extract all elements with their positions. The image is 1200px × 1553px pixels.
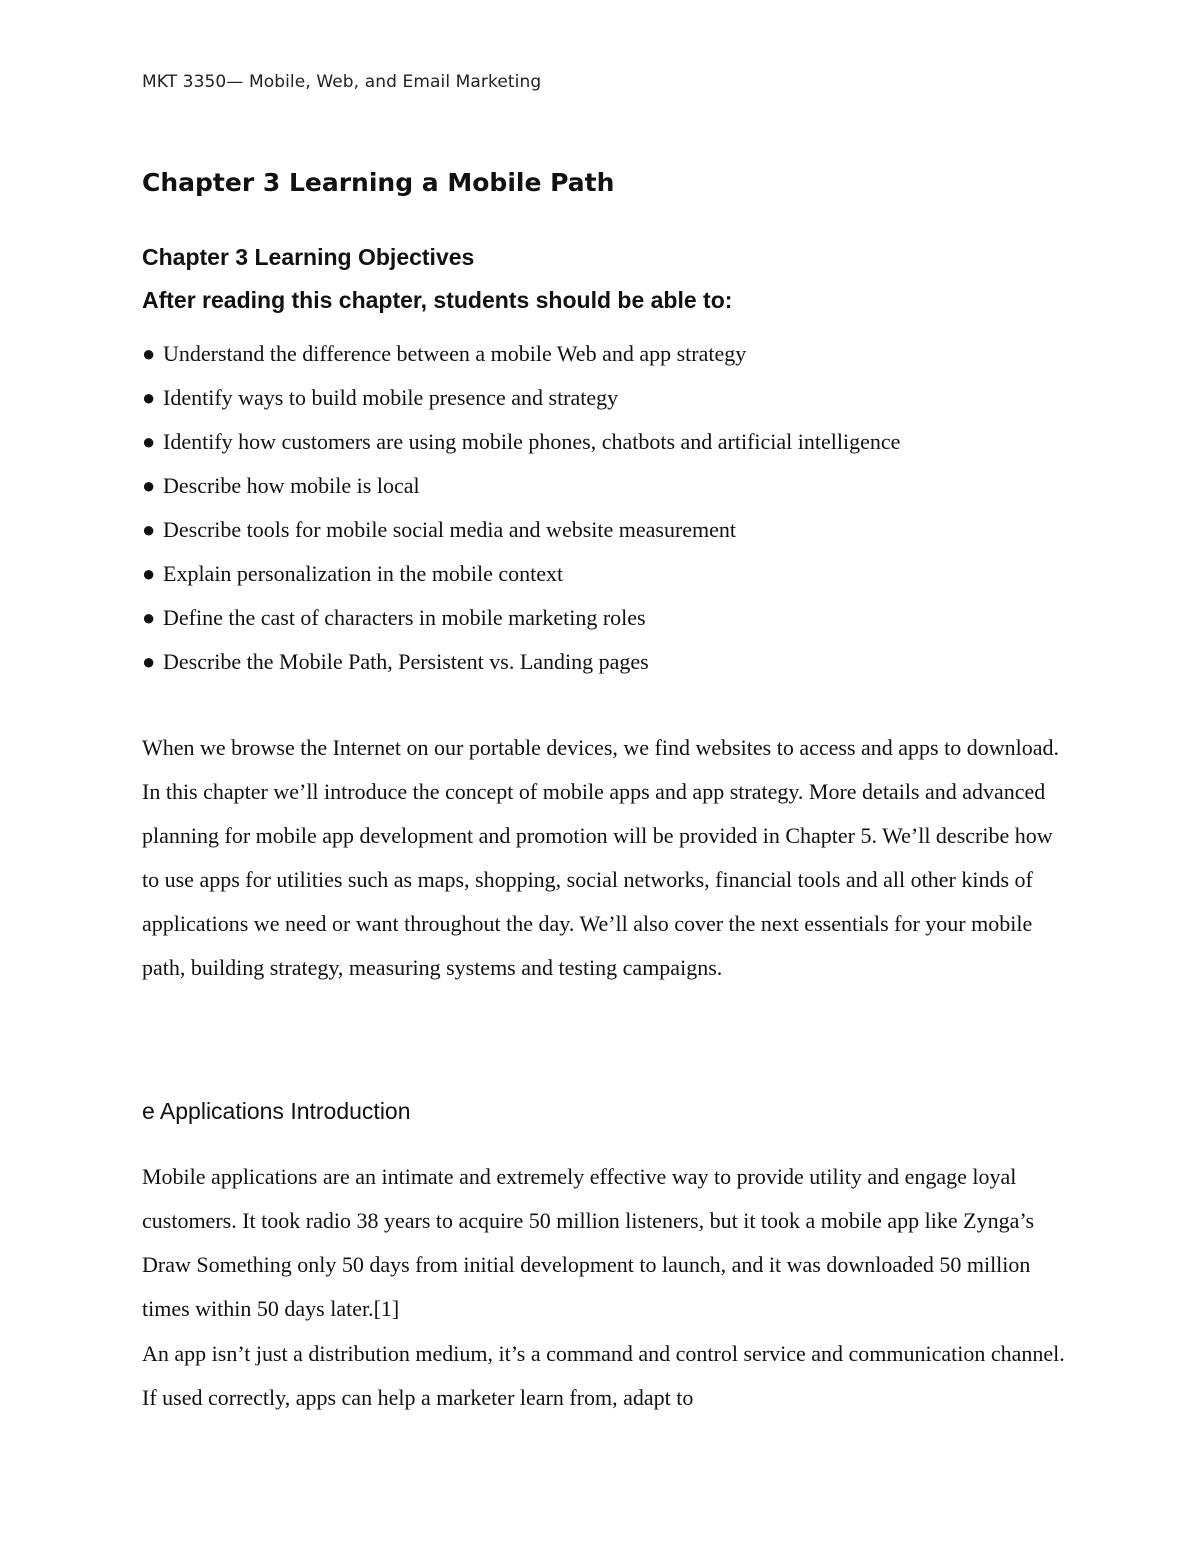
- list-item: [142, 552, 900, 596]
- running-header: MKT 3350— Mobile, Web, and Email Marketing: [142, 72, 542, 92]
- list-item: [142, 376, 900, 420]
- bullet-icon: ●: [142, 649, 156, 674]
- objectives-lead: After reading this chapter, students should be able to:: [142, 287, 733, 313]
- list-item-text: Identify how customers are using mobile phones, chatbots and artificial intelligence: [163, 429, 901, 454]
- section-paragraph-1: Mobile applications are an intimate and extremely effective way to provide utility and engage loyal customers. It took radio 38 years to acquire 50 million listeners, but it took a mobile app like Zynga’s Draw Something only 50 days from initial development to launch, and it was downloaded 50 million times within 50 days later.[1]: [142, 1164, 1035, 1321]
- list-item: [142, 332, 900, 376]
- list-item: [142, 508, 900, 552]
- objectives-list: [142, 332, 900, 684]
- list-item-text: Identify ways to build mobile presence and strategy: [163, 385, 619, 410]
- list-item-text: Define the cast of characters in mobile marketing roles: [163, 605, 646, 630]
- list-item-text: Explain personalization in the mobile context: [163, 561, 564, 586]
- list-item-text: Describe tools for mobile social media and website measurement: [163, 517, 737, 542]
- list-item: [142, 640, 900, 684]
- list-item: [142, 464, 900, 508]
- bullet-icon: ●: [142, 605, 156, 630]
- list-item: [142, 420, 900, 464]
- bullet-icon: ●: [142, 341, 156, 366]
- bullet-icon: ●: [142, 429, 156, 454]
- list-item-text: Describe the Mobile Path, Persistent vs. Landing pages: [163, 649, 649, 674]
- section-heading: e Applications Introduction: [142, 1098, 411, 1124]
- bullet-icon: ●: [142, 473, 156, 498]
- bullet-icon: ●: [142, 517, 156, 542]
- list-item-text: Understand the difference between a mobile Web and app strategy: [163, 341, 747, 366]
- section-paragraph-2: An app isn’t just a distribution medium, it’s a command and control service and communication channel. If used correctly, apps can help a marketer learn from, adapt to: [142, 1341, 1065, 1410]
- intro-paragraph: When we browse the Internet on our portable devices, we find websites to access and apps to download. In this chapter we’ll introduce the concept of mobile apps and app strategy. More details and advanced planning for mobile app development and promotion will be provided in Chapter 5. We’ll describe how to use apps for utilities such as maps, shopping, social networks, financial tools and all other kinds of applications we need or want throughout the day. We’ll also cover the next essentials for your mobile path, building strategy, measuring systems and testing campaigns.: [142, 735, 1059, 980]
- bullet-icon: ●: [142, 561, 156, 586]
- chapter-title: Chapter 3 Learning a Mobile Path: [142, 168, 615, 197]
- list-item-text: Describe how mobile is local: [163, 473, 420, 498]
- list-item: [142, 596, 900, 640]
- objectives-heading: Chapter 3 Learning Objectives: [142, 244, 475, 270]
- bullet-icon: ●: [142, 385, 156, 410]
